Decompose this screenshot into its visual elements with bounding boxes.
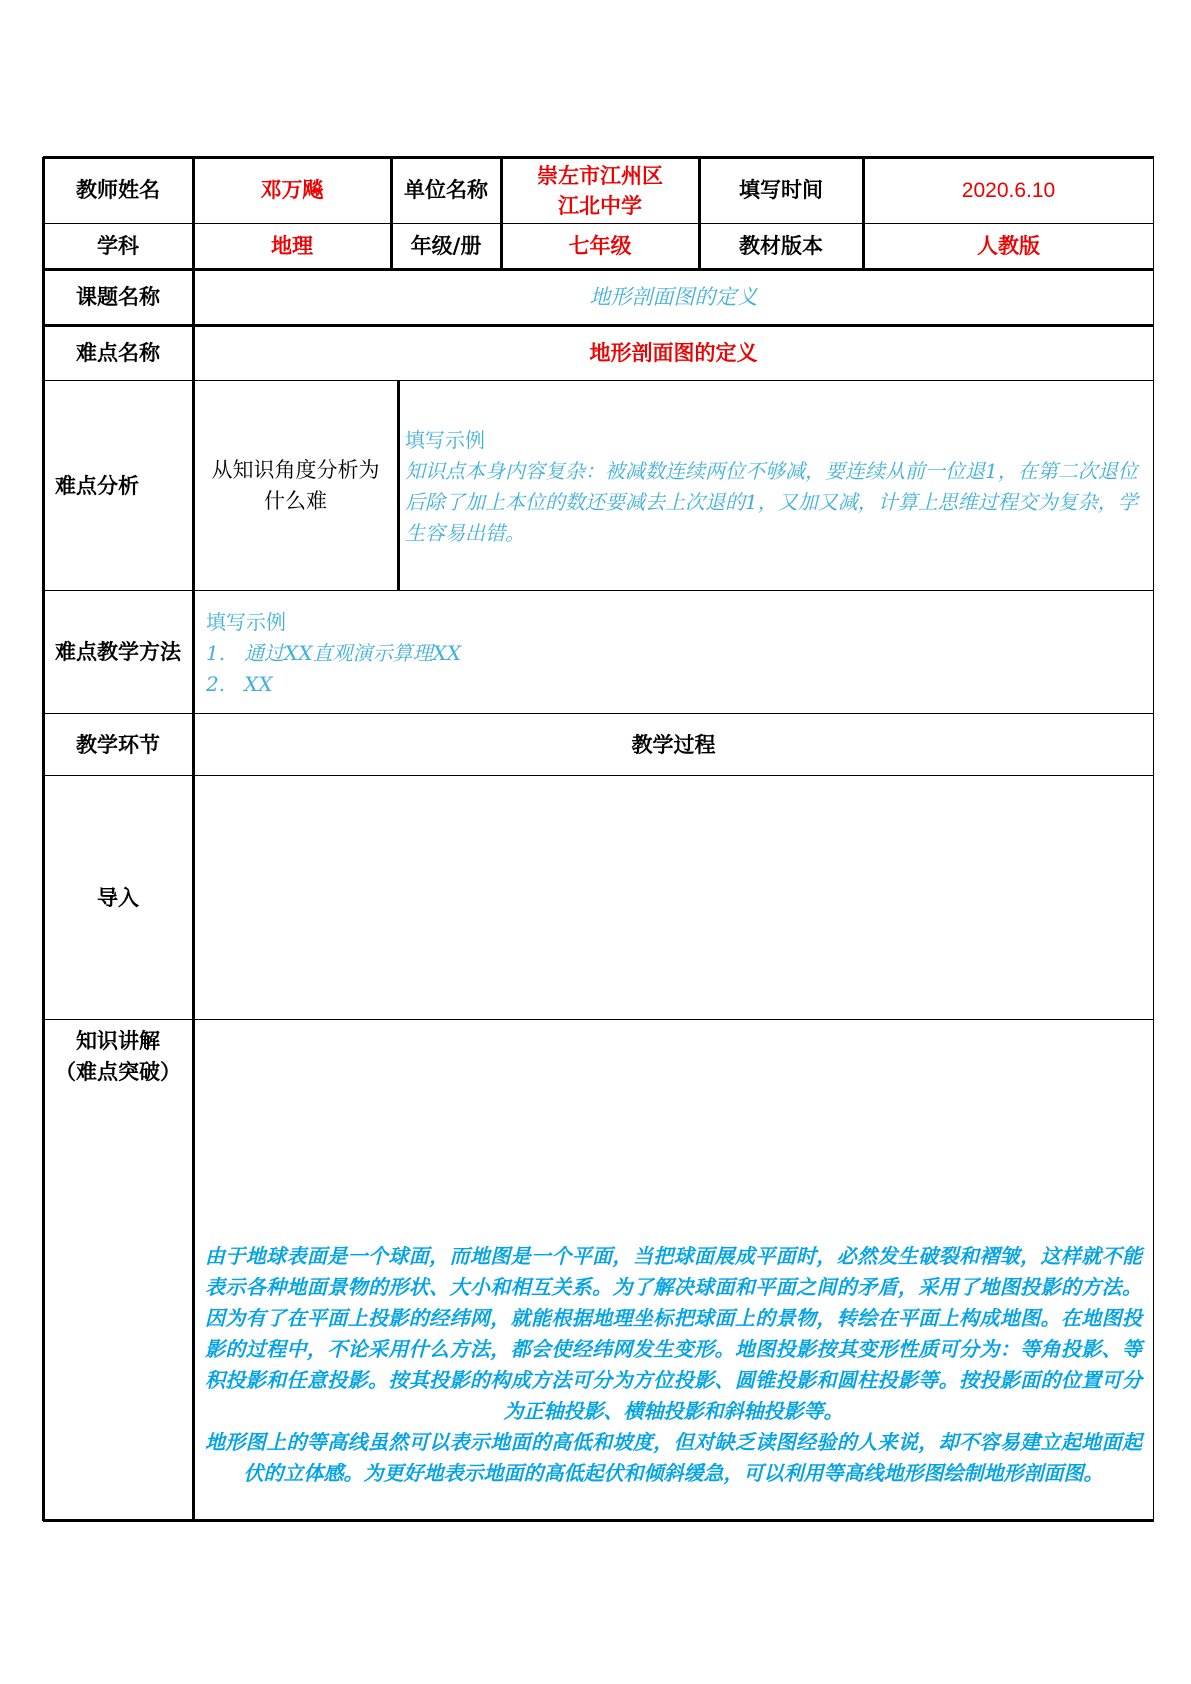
- method-item-1: 1. 通过XX直观演示算理XX: [206, 641, 462, 665]
- row-divider-3: [43, 324, 1154, 327]
- analysis-example: [405, 425, 1149, 549]
- method-example: [206, 607, 1136, 700]
- subject-value: 地理: [271, 234, 313, 258]
- col-divider-3: [500, 157, 503, 269]
- edition-label: 教材版本: [739, 234, 823, 258]
- row-divider-7: [43, 775, 1154, 776]
- grade-label: 年级/册: [410, 234, 482, 258]
- table-border-left: [42, 157, 45, 1521]
- unit-value: 崇左市江州区江北中学: [537, 163, 663, 218]
- col-divider-5: [862, 157, 865, 269]
- edition-value: 人教版: [977, 234, 1040, 258]
- method-label: 难点教学方法: [55, 640, 181, 664]
- method-item-2: 2. XX: [206, 672, 273, 696]
- col-divider-2: [390, 157, 393, 269]
- col-divider-analysis: [397, 381, 400, 591]
- lesson-plan-table: [43, 157, 1154, 1521]
- analysis-label: 难点分析: [55, 473, 139, 498]
- knowledge-label-line1: 知识讲解: [76, 1029, 160, 1053]
- process-value: 教学过程: [631, 732, 716, 757]
- grade-value: 七年级: [568, 234, 632, 258]
- row-divider-8: [43, 1019, 1154, 1020]
- row-divider-5: [43, 590, 1154, 591]
- topic-value: 地形剖面图的定义: [589, 284, 758, 309]
- teacher-label: 教师姓名: [76, 178, 160, 202]
- unit-label: 单位名称: [404, 178, 488, 202]
- difficulty-label: 难点名称: [76, 340, 160, 365]
- analysis-example-text: 知识点本身内容复杂：被减数连续两位不够减，要连续从前一位退1，在第二次退位后除了加上本位的数还要减去上次退的1，又加又减，计算上思维过程交为复杂，学生容易出错。: [405, 459, 1138, 545]
- topic-label: 课题名称: [76, 284, 160, 309]
- table-border-right: [1153, 157, 1154, 1521]
- table-border-top: [43, 156, 1154, 159]
- method-example-title: 填写示例: [206, 610, 286, 634]
- row-divider-2: [43, 268, 1154, 271]
- row-divider-6: [43, 713, 1154, 714]
- knowledge-label: [43, 1020, 193, 1090]
- col-divider-label: [192, 157, 195, 1521]
- analysis-example-title: 填写示例: [405, 428, 485, 452]
- knowledge-paragraph-2: 地形图上的等高线虽然可以表示地面的高低和坡度，但对缺乏读图经验的人来说，却不容易建立起地面起伏的立体感。为更好地表示地面的高低起伏和倾斜缓急，可以利用等高线地形图绘制地形剖面图。: [205, 1430, 1142, 1485]
- knowledge-text: [205, 1241, 1142, 1489]
- knowledge-label-line2: （难点突破）: [55, 1060, 181, 1084]
- intro-label: 导入: [97, 885, 139, 910]
- date-value: 2020.6.10: [961, 179, 1056, 202]
- col-divider-4: [698, 157, 701, 269]
- row-divider-1: [43, 223, 1154, 224]
- analysis-sub-label: 从知识角度分析为什么难: [211, 458, 380, 513]
- row-divider-4: [43, 380, 1154, 381]
- subject-label: 学科: [97, 234, 139, 258]
- difficulty-value: 地形剖面图的定义: [589, 340, 758, 365]
- knowledge-paragraph-1: 由于地球表面是一个球面，而地图是一个平面，当把球面展成平面时，必然发生破裂和褶皱，这样就不能表示各种地面景物的形状、大小和相互关系。为了解决球面和平面之间的矛盾，采用了地图投影的方法。因为有了在平面上投影的经纬网，就能根据地理坐标把球面上的景物，转绘在平面上构成地图。在地图投影的过程中，不论采用什么方法，都会使经纬网发生变形。地图投影按其变形性质可分为：等角投影、等积投影和任意投影。按其投影的构成方法可分为方位投影、圆锥投影和圆柱投影等。按投影面的位置可分为正轴投影、横轴投影和斜轴投影等。: [205, 1244, 1142, 1423]
- teacher-value: 邓万飚: [260, 178, 324, 202]
- table-border-bottom: [43, 1519, 1154, 1522]
- process-label: 教学环节: [76, 732, 160, 757]
- date-label: 填写时间: [739, 178, 823, 202]
